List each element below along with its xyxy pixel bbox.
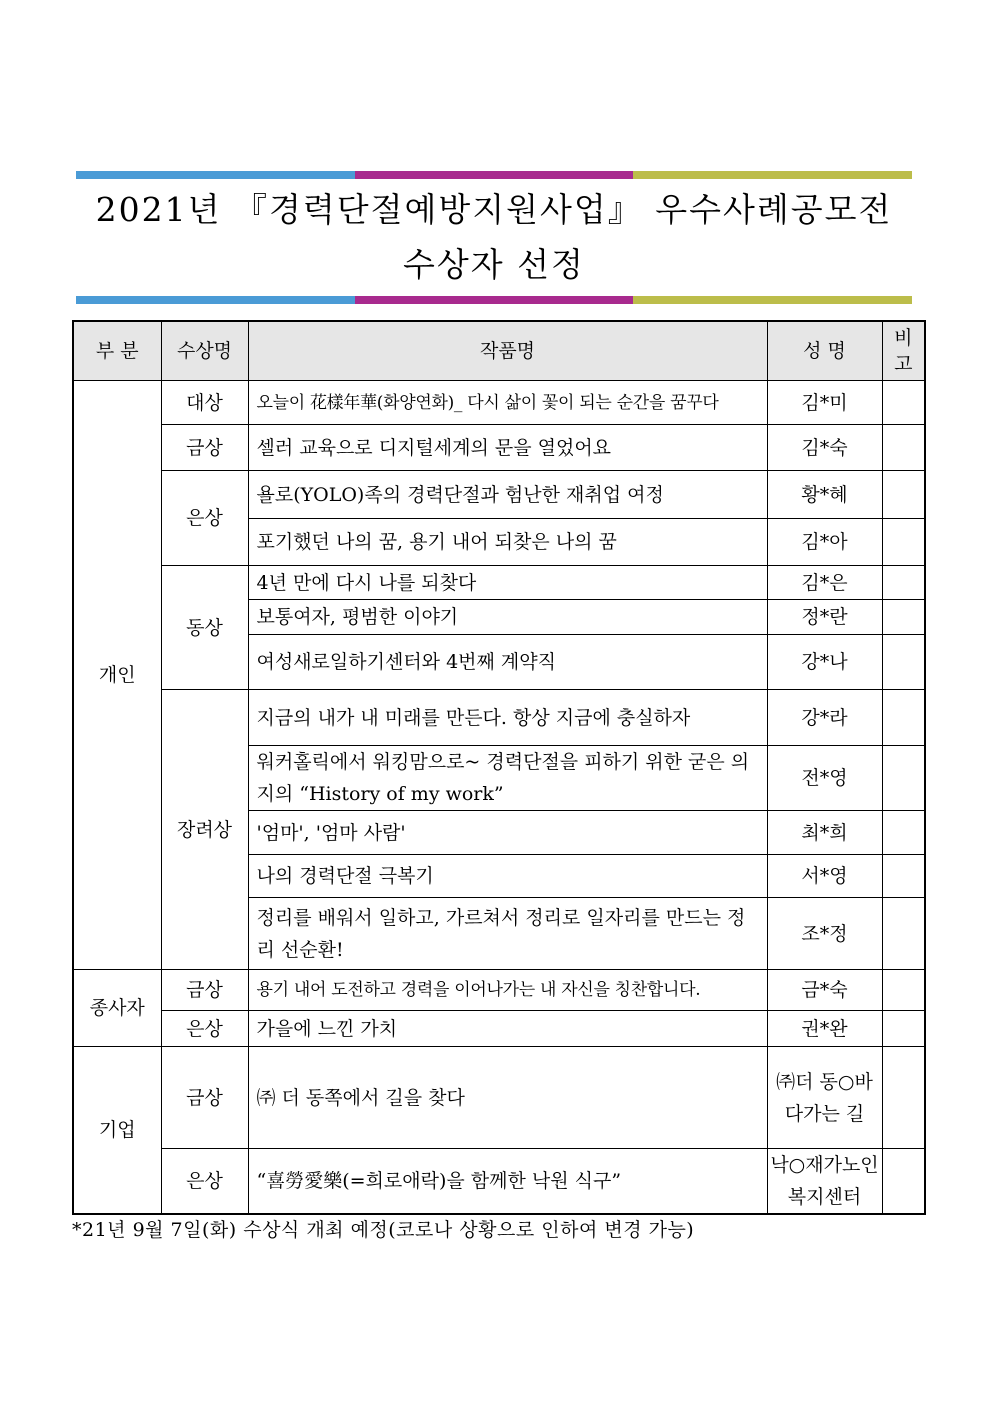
work-title: 4년 만에 다시 나를 되찾다 (248, 566, 767, 600)
winner-name: 조*정 (767, 898, 882, 970)
table-row (73, 1149, 925, 1215)
table-row (73, 381, 925, 425)
work-title: '엄마', '엄마 사람' (248, 811, 767, 855)
work-title: 나의 경력단절 극복기 (248, 855, 767, 898)
winner-name: 최*희 (767, 811, 882, 855)
remark-cell (882, 566, 925, 600)
remark-cell (882, 811, 925, 855)
winner-name: 김*숙 (767, 425, 882, 471)
work-title: 오늘이 花樣年華(화양연화)_ 다시 삶이 꽃이 되는 순간을 꿈꾸다 (248, 381, 767, 425)
remark-cell (882, 635, 925, 690)
remark-cell (882, 970, 925, 1011)
remark-cell (882, 1047, 925, 1149)
award-bronze: 동상 (161, 566, 248, 690)
table-row (73, 1011, 925, 1047)
header-remark-1: 비 (894, 327, 913, 349)
remark-cell (882, 1011, 925, 1047)
remark-cell (882, 381, 925, 425)
work-title: “喜勞愛樂(=희로애락)을 함께한 낙원 식구” (248, 1149, 767, 1215)
winner-name: 김*미 (767, 381, 882, 425)
header-award: 수상명 (161, 321, 248, 381)
group-worker: 종사자 (73, 970, 161, 1047)
winner-name: ㈜더 동○바다가는 길 (767, 1047, 882, 1149)
header-work: 작품명 (248, 321, 767, 381)
winner-name: 강*나 (767, 635, 882, 690)
remark-cell (882, 855, 925, 898)
page-title: 2021년 『경력단절예방지원사업』 우수사례공모전 (95, 190, 893, 229)
winner-name: 김*은 (767, 566, 882, 600)
award-gold: 금상 (161, 425, 248, 471)
winner-name: 전*영 (767, 746, 882, 811)
winner-name: 낙○재가노인복지센터 (767, 1149, 882, 1215)
remark-cell (882, 746, 925, 811)
group-individual: 개인 (73, 381, 161, 970)
remark-cell (882, 425, 925, 471)
work-title: 워커홀릭에서 워킹맘으로~ 경력단절을 피하기 위한 굳은 의지의 “History of my work” (248, 746, 767, 811)
remark-cell (882, 600, 925, 635)
page-subtitle: 수상자 선정 (403, 245, 585, 284)
remark-cell (882, 471, 925, 519)
work-title: 가을에 느낀 가치 (248, 1011, 767, 1047)
winner-name: 강*라 (767, 690, 882, 746)
header-division: 부 분 (73, 321, 161, 381)
winner-name: 황*혜 (767, 471, 882, 519)
work-title: 용기 내어 도전하고 경력을 이어나가는 내 자신을 칭찬합니다. (248, 970, 767, 1011)
award-grand: 대상 (161, 381, 248, 425)
group-company: 기업 (73, 1047, 161, 1215)
footnote: *21년 9월 7일(화) 수상식 개최 예정(코로나 상황으로 인하여 변경 가능) (72, 1219, 695, 1241)
remark-cell (882, 690, 925, 746)
remark-cell (882, 519, 925, 566)
work-title: 셀러 교육으로 디지털세계의 문을 열었어요 (248, 425, 767, 471)
remark-cell (882, 1149, 925, 1215)
award-company-silver: 은상 (161, 1149, 248, 1215)
work-title: 지금의 내가 내 미래를 만든다. 항상 지금에 충실하자 (248, 690, 767, 746)
award-silver: 은상 (161, 471, 248, 566)
header-remark-2: 고 (894, 353, 913, 375)
remark-cell (882, 898, 925, 970)
header-name: 성 명 (767, 321, 882, 381)
work-title: 욜로(YOLO)족의 경력단절과 험난한 재취업 여정 (248, 471, 767, 519)
header-remark (882, 321, 925, 381)
winner-name: 정*란 (767, 600, 882, 635)
top-color-bar (76, 171, 912, 179)
table-row (73, 425, 925, 471)
award-encouragement: 장려상 (161, 690, 248, 970)
table-row (73, 970, 925, 1011)
work-title: 포기했던 나의 꿈, 용기 내어 되찾은 나의 꿈 (248, 519, 767, 566)
winner-name: 권*완 (767, 1011, 882, 1047)
award-company-gold: 금상 (161, 1047, 248, 1149)
bottom-color-bar (76, 296, 912, 304)
table-header-row (73, 321, 925, 381)
table-row (73, 690, 925, 746)
awards-table (72, 320, 926, 1215)
work-title: 정리를 배워서 일하고, 가르쳐서 정리로 일자리를 만드는 정리 선순환! (248, 898, 767, 970)
award-worker-silver: 은상 (161, 1011, 248, 1047)
award-worker-gold: 금상 (161, 970, 248, 1011)
winner-name: 금*숙 (767, 970, 882, 1011)
work-title: ㈜ 더 동쪽에서 길을 찾다 (248, 1047, 767, 1149)
table-row (73, 471, 925, 519)
table-row (73, 566, 925, 600)
winner-name: 서*영 (767, 855, 882, 898)
table-row (73, 1047, 925, 1149)
winner-name: 김*아 (767, 519, 882, 566)
work-title: 보통여자, 평범한 이야기 (248, 600, 767, 635)
work-title: 여성새로일하기센터와 4번째 계약직 (248, 635, 767, 690)
